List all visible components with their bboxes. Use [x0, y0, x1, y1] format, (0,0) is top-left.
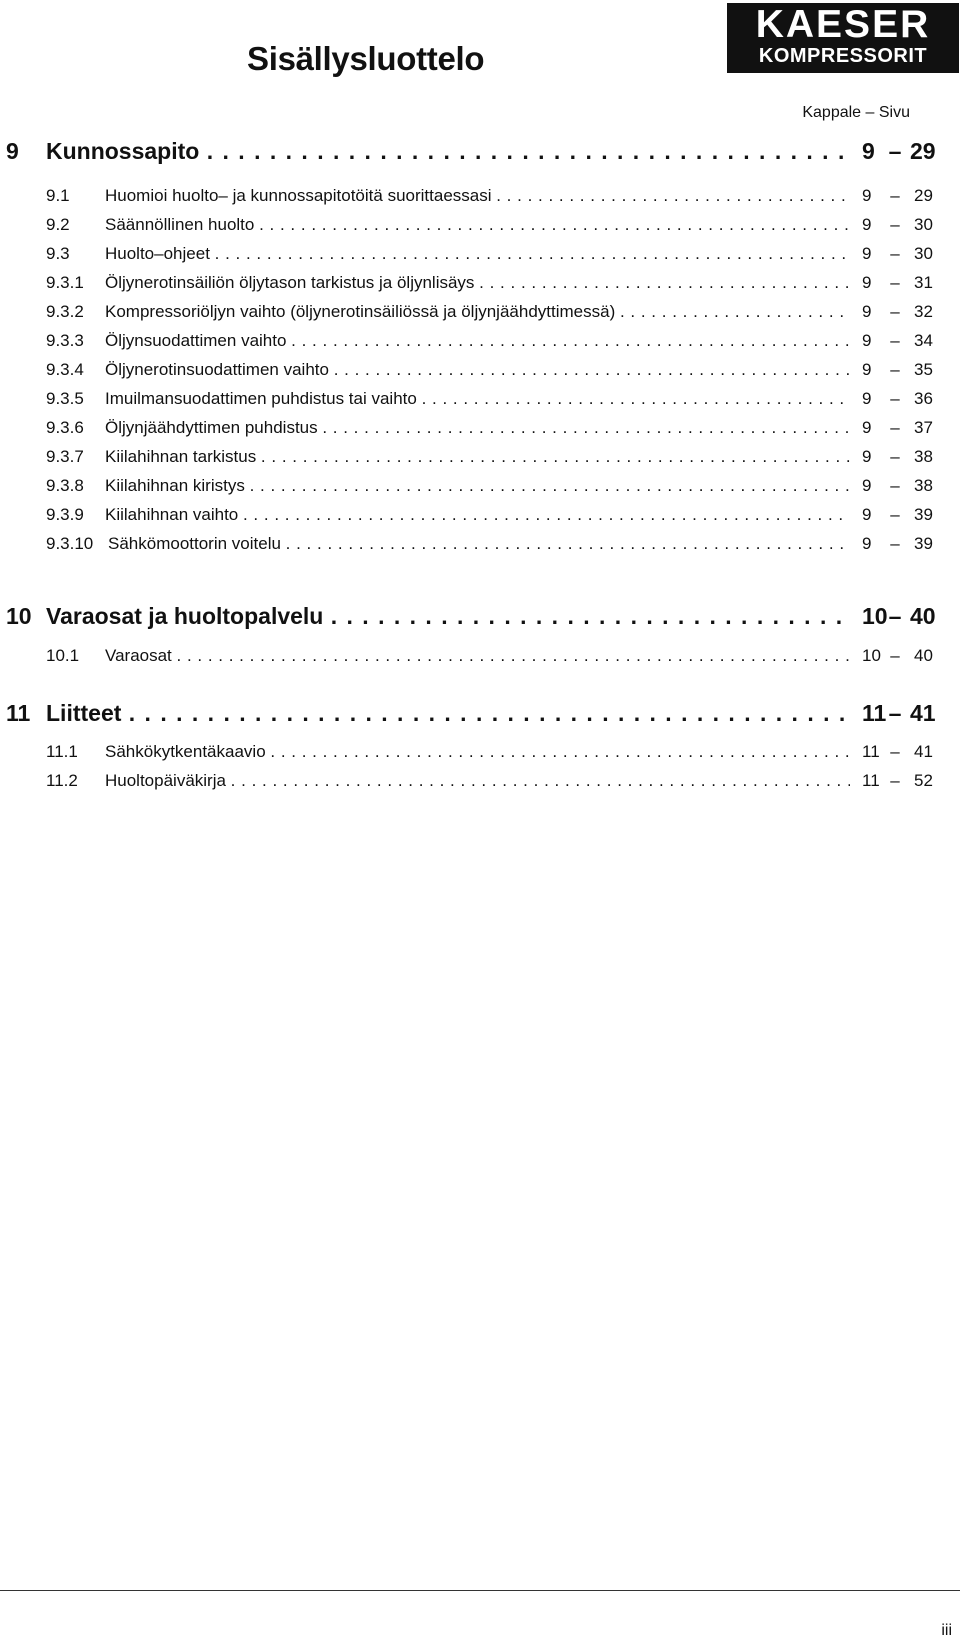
toc-page: 52	[914, 771, 933, 790]
toc-title: Varaosat ja huoltopalvelu . . .	[46, 603, 850, 630]
toc-separator: –	[888, 699, 902, 726]
toc-page: 41	[910, 699, 936, 726]
toc-number: 11	[6, 699, 31, 726]
toc-separator: –	[890, 646, 900, 665]
toc-chapter: 10	[862, 602, 888, 629]
toc-page: 39	[914, 505, 933, 524]
toc-chapter: 11	[862, 742, 880, 761]
toc-page: 40	[910, 602, 936, 629]
toc-separator: –	[890, 331, 900, 350]
toc-entry[interactable]	[0, 210, 960, 240]
footer-divider	[0, 1590, 960, 1591]
toc-entry-main[interactable]	[0, 698, 960, 728]
toc-separator: –	[890, 447, 900, 466]
toc-number: 9.3.9	[46, 505, 84, 524]
toc-title: Huoltopäiväkirja . . .	[105, 771, 850, 791]
toc-separator: –	[890, 302, 900, 321]
toc-separator: –	[888, 602, 902, 629]
toc-entry[interactable]	[0, 471, 960, 501]
toc-separator: –	[890, 186, 900, 205]
toc-number: 11.2	[46, 771, 78, 790]
toc-chapter: 9	[862, 447, 872, 466]
toc-separator: –	[890, 418, 900, 437]
toc-chapter: 9	[862, 418, 872, 437]
toc-chapter: 9	[862, 505, 872, 524]
logo-subtitle: KOMPRESSORIT	[758, 45, 928, 67]
toc-title: Kiilahihnan kiristys . . .	[105, 476, 850, 496]
logo-wordmark: KAESER	[755, 3, 931, 46]
toc-separator: –	[890, 476, 900, 495]
toc-number: 9.3.10	[46, 534, 94, 553]
toc-separator: –	[890, 360, 900, 379]
column-header: Kappale – Sivu	[802, 104, 910, 121]
kaeser-logo	[727, 3, 959, 73]
toc-number: 10	[6, 602, 32, 629]
toc-chapter: 9	[862, 476, 872, 495]
toc-number: 9.3.8	[46, 476, 84, 495]
toc-chapter: 9	[862, 389, 872, 408]
toc-separator: –	[890, 505, 900, 524]
toc-entry[interactable]	[0, 442, 960, 472]
toc-separator: –	[890, 215, 900, 234]
toc-title: Sähkökytkentäkaavio . . .	[105, 742, 850, 762]
toc-chapter: 9	[862, 273, 872, 292]
toc-number: 10.1	[46, 646, 80, 665]
toc-number: 9.3.5	[46, 389, 84, 408]
toc-chapter: 9	[862, 360, 872, 379]
toc-entry-main[interactable]	[0, 601, 960, 631]
toc-entry[interactable]	[0, 297, 960, 327]
toc-page: 31	[914, 273, 933, 292]
toc-title: Varaosat . . .	[105, 646, 850, 666]
toc-title: Öljynerotinsäiliön öljytason tarkistus ja öljynlisäys . . .	[105, 273, 850, 293]
toc-entry[interactable]	[0, 181, 960, 211]
toc-title: Kiilahihnan vaihto . . .	[105, 505, 850, 525]
toc-number: 9.3.3	[46, 331, 84, 350]
toc-page: 41	[914, 742, 933, 761]
toc-title: Liitteet . . .	[46, 700, 850, 727]
toc-page: 38	[914, 447, 933, 466]
toc-chapter: 9	[862, 244, 872, 263]
toc-chapter: 9	[862, 534, 872, 553]
toc-number: 9.3.4	[46, 360, 84, 379]
toc-title: Imuilmansuodattimen puhdistus tai vaihto . . .	[105, 389, 850, 409]
toc-page: 34	[914, 331, 933, 350]
toc-number: 11.1	[46, 742, 78, 761]
toc-page: 32	[914, 302, 933, 321]
toc-title: Kunnossapito . . .	[46, 138, 850, 165]
toc-title: Öljynjäähdyttimen puhdistus . . .	[105, 418, 850, 438]
toc-chapter: 9	[862, 331, 872, 350]
toc-separator: –	[890, 389, 900, 408]
toc-title: Kiilahihnan tarkistus . . .	[105, 447, 850, 467]
toc-title: Öljynsuodattimen vaihto . . .	[105, 331, 850, 351]
toc-chapter: 9	[862, 137, 875, 164]
toc-separator: –	[890, 244, 900, 263]
toc-number: 9.3.2	[46, 302, 84, 321]
toc-number: 9.2	[46, 215, 70, 234]
toc-page: 29	[914, 186, 933, 205]
toc-chapter: 11	[862, 771, 880, 790]
toc-page: 37	[914, 418, 933, 437]
toc-page: 39	[914, 534, 933, 553]
toc-separator: –	[890, 771, 900, 790]
toc-page: 40	[914, 646, 933, 665]
toc-title: Huomioi huolto– ja kunnossapitotöitä suorittaessasi . . .	[105, 186, 850, 206]
toc-page: 29	[910, 137, 936, 164]
toc-number: 9.3.1	[46, 273, 84, 292]
page-number: iii	[941, 1622, 952, 1639]
toc-entry[interactable]	[0, 268, 960, 298]
toc-separator: –	[888, 137, 902, 164]
toc-entry[interactable]	[0, 413, 960, 443]
toc-chapter: 9	[862, 186, 872, 205]
toc-page: 35	[914, 360, 933, 379]
toc-title: Kompressoriöljyn vaihto (öljynerotinsäiliössä ja öljynjäähdyttimessä) . . .	[105, 302, 850, 322]
toc-entry[interactable]	[0, 500, 960, 530]
toc-title: Huolto–ohjeet . . .	[105, 244, 850, 264]
toc-entry[interactable]	[0, 355, 960, 385]
toc-entry[interactable]	[0, 766, 960, 796]
toc-page: 30	[914, 215, 933, 234]
toc-separator: –	[890, 742, 900, 761]
toc-chapter: 9	[862, 215, 872, 234]
toc-chapter: 9	[862, 302, 872, 321]
toc-page: 36	[914, 389, 933, 408]
toc-page: 30	[914, 244, 933, 263]
toc-entry[interactable]	[0, 384, 960, 414]
toc-number: 9.1	[46, 186, 70, 205]
toc-entry[interactable]	[0, 641, 960, 671]
toc-separator: –	[890, 534, 900, 553]
toc-entry-main[interactable]	[0, 136, 960, 166]
toc-chapter: 11	[862, 699, 887, 726]
toc-title: Sähkömoottorin voitelu . . .	[108, 534, 850, 554]
toc-number: 9.3.6	[46, 418, 84, 437]
toc-chapter: 10	[862, 646, 881, 665]
toc-entry[interactable]	[0, 737, 960, 767]
toc-entry[interactable]	[0, 239, 960, 269]
toc-page: 38	[914, 476, 933, 495]
toc-number: 9	[6, 137, 19, 164]
toc-entry[interactable]	[0, 529, 960, 559]
page-title: Sisällysluottelo	[247, 40, 485, 77]
toc-title: Säännöllinen huolto . . .	[105, 215, 850, 235]
toc-entry[interactable]	[0, 326, 960, 356]
toc-title: Öljynerotinsuodattimen vaihto . . .	[105, 360, 850, 380]
toc-number: 9.3	[46, 244, 70, 263]
toc-number: 9.3.7	[46, 447, 84, 466]
toc-separator: –	[890, 273, 900, 292]
